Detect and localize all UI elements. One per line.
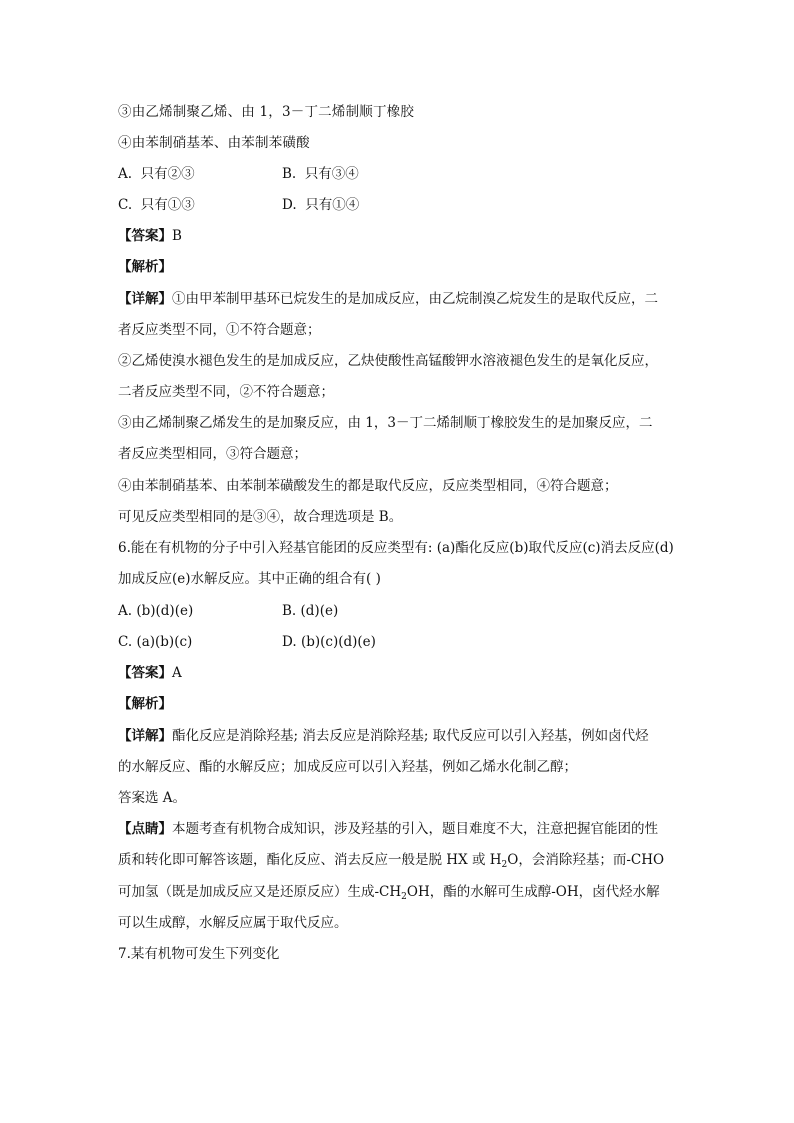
q5-item-4: ④由苯制硝基苯、由苯制苯磺酸 — [118, 135, 310, 151]
point-text: 质和转化即可解答该题，酯化反应、消去反应一般是脱 HX 或 H — [118, 852, 502, 868]
answer-tag: 【答案】 — [118, 665, 172, 681]
q6-option-d: D. (b)(c)(d)(e) — [282, 634, 376, 650]
q6-point-line-2 — [118, 850, 676, 875]
q5-analysis-heading — [118, 257, 676, 277]
q6-point-line-1 — [118, 819, 676, 839]
detail-text: 酯化反应是消除羟基; 消去反应是消除羟基; 取代反应可以引入羟基，例如卤代烃 — [172, 728, 649, 744]
q5-option-b: B. 只有③④ — [282, 166, 359, 182]
detail-tag: 【详解】 — [118, 728, 172, 744]
subscript: 2 — [401, 892, 407, 902]
q6-option-c: C. (a)(b)(c) — [118, 634, 193, 650]
q5-option-c: C. 只有①③ — [118, 197, 195, 213]
point-text: O，会消除羟基；而-CHO — [507, 852, 665, 868]
q5-detail-line-7: ④由苯制硝基苯、由苯制苯磺酸发生的都是取代反应，反应类型相同，④符合题意； — [118, 478, 618, 494]
q5-detail-line-3: ②乙烯使溴水褪色发生的是加成反应，乙炔使酸性高锰酸钾水溶液褪色发生的是氧化反应， — [118, 353, 658, 369]
answer-tag: 【答案】 — [118, 228, 172, 244]
detail-text: ①由甲苯制甲基环已烷发生的是加成反应，由乙烷制溴乙烷发生的是取代反应，二 — [172, 291, 658, 307]
q5-option-a: A. 只有②③ — [118, 166, 195, 182]
answer-value: B — [172, 228, 182, 244]
q5-detail-line-6: 者反应类型相同，③符合题意； — [118, 446, 307, 462]
subscript: 2 — [501, 860, 508, 870]
q6-stem-line-1: 6.能在有机物的分子中引入羟基官能团的反应类型有: (a)酯化反应(b)取代反应(c)消去反应(d) — [118, 540, 674, 556]
q5-detail-line-5: ③由乙烯制聚乙烯发生的是加聚反应，由 1，3－丁二烯制顺丁橡胶发生的是加聚反应，二 — [118, 415, 653, 431]
q5-detail-line-1 — [118, 289, 676, 309]
detail-tag: 【详解】 — [118, 291, 172, 307]
q5-option-d: D. 只有①④ — [282, 197, 360, 213]
q6-answer — [118, 663, 676, 683]
q6-point-line-4: 可以生成醇，水解反应属于取代反应。 — [118, 915, 348, 931]
q6-detail-line-1 — [118, 726, 676, 746]
q6-conclusion: 答案选 A。 — [118, 790, 187, 806]
point-text: OH，酯的水解可生成醇-OH，卤代烃水解 — [406, 884, 660, 900]
point-text: 可加氢（既是加成反应又是还原反应）生成-CH — [118, 884, 402, 900]
analysis-tag: 【解析】 — [118, 696, 172, 712]
q5-detail-line-4: 二者反应类型不同，②不符合题意； — [118, 384, 334, 400]
q5-detail-line-8: 可见反应类型相同的是③④，故合理选项是 B。 — [118, 509, 403, 525]
q6-stem-line-2: 加成反应(e)水解反应。其中正确的组合有( ) — [118, 571, 381, 587]
q6-detail-line-2: 的水解反应、酯的水解反应；加成反应可以引入羟基，例如乙烯水化制乙醇； — [118, 759, 577, 775]
q6-option-a: A. (b)(d)(e) — [118, 603, 194, 619]
q6-point-line-3 — [118, 882, 676, 907]
analysis-tag: 【解析】 — [118, 259, 172, 275]
answer-value: A — [172, 665, 182, 681]
q5-item-3: ③由乙烯制聚乙烯、由 1，3－丁二烯制顺丁橡胶 — [118, 104, 415, 120]
q6-analysis-heading — [118, 694, 676, 714]
q5-answer — [118, 226, 676, 246]
point-text: 本题考查有机物合成知识，涉及羟基的引入，题目难度不大，注意把握官能团的性 — [172, 821, 658, 837]
q7-stem: 7.某有机物可发生下列变化 — [118, 946, 280, 962]
q6-option-b: B. (d)(e) — [282, 603, 339, 619]
q5-detail-line-2: 者反应类型不同，①不符合题意； — [118, 322, 321, 338]
point-tag: 【点睛】 — [118, 821, 172, 837]
